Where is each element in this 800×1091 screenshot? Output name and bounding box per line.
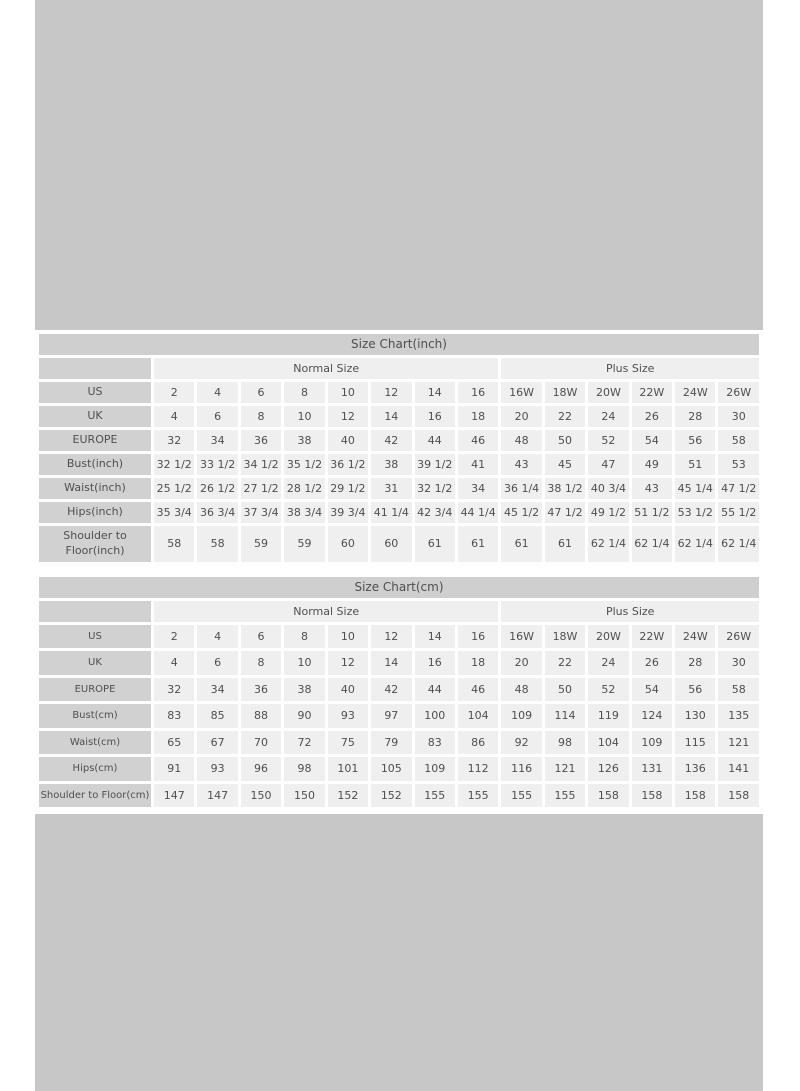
table-cell: 51 1/2 xyxy=(632,502,672,523)
table-cell: 33 1/2 xyxy=(197,454,237,475)
table-cell: 158 xyxy=(718,784,759,808)
table-cell: 38 xyxy=(284,678,324,702)
table-cell: 100 xyxy=(415,704,455,728)
table-cell: 46 xyxy=(458,678,498,702)
row-label: EUROPE xyxy=(39,430,151,451)
table-row xyxy=(39,704,759,728)
table-cell: 16 xyxy=(415,651,455,675)
size-chart-cm-table xyxy=(36,574,762,811)
corner-cell xyxy=(39,358,151,379)
table-cell: 36 xyxy=(241,678,281,702)
row-label: EUROPE xyxy=(39,678,151,702)
table-cell: 25 1/2 xyxy=(154,478,194,499)
table-cell: 31 xyxy=(371,478,411,499)
table-cell: 34 xyxy=(197,430,237,451)
table-cell: 32 xyxy=(154,430,194,451)
table-cell: 104 xyxy=(458,704,498,728)
table-cell: 83 xyxy=(154,704,194,728)
table-cell: 16 xyxy=(415,406,455,427)
table-cell: 136 xyxy=(675,757,715,781)
table-cell: 93 xyxy=(328,704,368,728)
table-row xyxy=(39,651,759,675)
table-cell: 24 xyxy=(588,651,628,675)
table-cell: 18W xyxy=(545,382,585,403)
table-cell: 98 xyxy=(284,757,324,781)
table-cell: 36 3/4 xyxy=(197,502,237,523)
table-cell: 26 xyxy=(632,651,672,675)
table-row xyxy=(39,526,759,562)
table-cell: 90 xyxy=(284,704,324,728)
table-cell: 10 xyxy=(284,651,324,675)
table-cell: 22W xyxy=(632,382,672,403)
table-cell: 40 xyxy=(328,430,368,451)
table-cell: 35 3/4 xyxy=(154,502,194,523)
column-group-row xyxy=(39,358,759,379)
table-cell: 39 3/4 xyxy=(328,502,368,523)
table-cell: 150 xyxy=(241,784,281,808)
table-row xyxy=(39,731,759,755)
table-cell: 45 1/2 xyxy=(501,502,541,523)
table-cell: 109 xyxy=(632,731,672,755)
table-cell: 59 xyxy=(241,526,281,562)
table-cell: 34 xyxy=(458,478,498,499)
table-cell: 47 xyxy=(588,454,628,475)
table-row xyxy=(39,678,759,702)
table-cell: 61 xyxy=(545,526,585,562)
row-label: US xyxy=(39,625,151,649)
table-cell: 114 xyxy=(545,704,585,728)
table-cell: 53 1/2 xyxy=(675,502,715,523)
table-cell: 155 xyxy=(545,784,585,808)
normal-size-header: Normal Size xyxy=(154,601,498,622)
table-cell: 104 xyxy=(588,731,628,755)
table-cell: 38 xyxy=(284,430,324,451)
table-cell: 44 1/4 xyxy=(458,502,498,523)
table-cell: 155 xyxy=(415,784,455,808)
table-cell: 61 xyxy=(458,526,498,562)
table-cell: 48 xyxy=(501,678,541,702)
table-cell: 26 1/2 xyxy=(197,478,237,499)
table-cell: 24 xyxy=(588,406,628,427)
table-cell: 58 xyxy=(197,526,237,562)
table-cell: 8 xyxy=(284,382,324,403)
table-cell: 60 xyxy=(328,526,368,562)
table-cell: 85 xyxy=(197,704,237,728)
table-cell: 62 1/4 xyxy=(718,526,759,562)
table-cell: 30 xyxy=(718,406,759,427)
table-cell: 131 xyxy=(632,757,672,781)
table-cell: 28 xyxy=(675,406,715,427)
table-cell: 22 xyxy=(545,651,585,675)
row-label: Shoulder to Floor(cm) xyxy=(39,784,151,808)
table-cell: 18W xyxy=(545,625,585,649)
table-row xyxy=(39,502,759,523)
table-cell: 16 xyxy=(458,625,498,649)
row-label: Shoulder to Floor(inch) xyxy=(39,526,151,562)
table-title: Size Chart(cm) xyxy=(39,577,759,598)
table-row xyxy=(39,478,759,499)
table-cell: 50 xyxy=(545,430,585,451)
row-label: Hips(cm) xyxy=(39,757,151,781)
table-cell: 45 1/4 xyxy=(675,478,715,499)
table-cell: 39 1/2 xyxy=(415,454,455,475)
table-cell: 26W xyxy=(718,625,759,649)
table-cell: 58 xyxy=(154,526,194,562)
table-cell: 97 xyxy=(371,704,411,728)
table-cell: 141 xyxy=(718,757,759,781)
table-cell: 55 1/2 xyxy=(718,502,759,523)
table-cell: 29 1/2 xyxy=(328,478,368,499)
table-cell: 83 xyxy=(415,731,455,755)
plus-size-header: Plus Size xyxy=(501,601,759,622)
table-cell: 152 xyxy=(328,784,368,808)
table-cell: 43 xyxy=(501,454,541,475)
table-cell: 93 xyxy=(197,757,237,781)
table-cell: 36 1/2 xyxy=(328,454,368,475)
row-label: Waist(cm) xyxy=(39,731,151,755)
table-cell: 38 1/2 xyxy=(545,478,585,499)
corner-cell xyxy=(39,601,151,622)
table-cell: 79 xyxy=(371,731,411,755)
table-cell: 67 xyxy=(197,731,237,755)
table-cell: 42 3/4 xyxy=(415,502,455,523)
table-cell: 4 xyxy=(154,406,194,427)
table-cell: 61 xyxy=(415,526,455,562)
table-cell: 14 xyxy=(371,651,411,675)
table-cell: 43 xyxy=(632,478,672,499)
table-cell: 40 xyxy=(328,678,368,702)
table-cell: 34 1/2 xyxy=(241,454,281,475)
table-cell: 24W xyxy=(675,625,715,649)
table-cell: 147 xyxy=(197,784,237,808)
size-chart-panel xyxy=(35,330,763,814)
table-cell: 22 xyxy=(545,406,585,427)
row-label: Waist(inch) xyxy=(39,478,151,499)
table-cell: 6 xyxy=(241,625,281,649)
table-cell: 8 xyxy=(284,625,324,649)
row-label: UK xyxy=(39,406,151,427)
table-cell: 6 xyxy=(197,406,237,427)
table-cell: 65 xyxy=(154,731,194,755)
table-cell: 12 xyxy=(371,625,411,649)
table-cell: 32 1/2 xyxy=(154,454,194,475)
table-cell: 36 xyxy=(241,430,281,451)
table-cell: 36 1/4 xyxy=(501,478,541,499)
table-cell: 58 xyxy=(718,430,759,451)
table-cell: 92 xyxy=(501,731,541,755)
table-cell: 52 xyxy=(588,678,628,702)
table-cell: 14 xyxy=(415,625,455,649)
table-cell: 158 xyxy=(632,784,672,808)
table-cell: 62 1/4 xyxy=(675,526,715,562)
table-cell: 26 xyxy=(632,406,672,427)
row-label: UK xyxy=(39,651,151,675)
table-cell: 62 1/4 xyxy=(632,526,672,562)
table-cell: 150 xyxy=(284,784,324,808)
table-cell: 42 xyxy=(371,430,411,451)
table-cell: 18 xyxy=(458,651,498,675)
table-cell: 10 xyxy=(328,382,368,403)
table-cell: 10 xyxy=(328,625,368,649)
table-cell: 6 xyxy=(197,651,237,675)
table-cell: 52 xyxy=(588,430,628,451)
table-cell: 121 xyxy=(718,731,759,755)
table-cell: 109 xyxy=(501,704,541,728)
table-cell: 28 xyxy=(675,651,715,675)
table-cell: 51 xyxy=(675,454,715,475)
table-title: Size Chart(inch) xyxy=(39,334,759,355)
table-cell: 58 xyxy=(718,678,759,702)
table-cell: 124 xyxy=(632,704,672,728)
table-cell: 16W xyxy=(501,625,541,649)
table-cell: 35 1/2 xyxy=(284,454,324,475)
table-row xyxy=(39,406,759,427)
table-spacer xyxy=(35,565,763,574)
table-cell: 116 xyxy=(501,757,541,781)
table-cell: 27 1/2 xyxy=(241,478,281,499)
table-cell: 101 xyxy=(328,757,368,781)
table-cell: 119 xyxy=(588,704,628,728)
table-cell: 26W xyxy=(718,382,759,403)
table-cell: 20 xyxy=(501,651,541,675)
column-group-row xyxy=(39,601,759,622)
table-cell: 46 xyxy=(458,430,498,451)
table-cell: 135 xyxy=(718,704,759,728)
row-label: Bust(cm) xyxy=(39,704,151,728)
table-cell: 62 1/4 xyxy=(588,526,628,562)
table-cell: 40 3/4 xyxy=(588,478,628,499)
table-cell: 115 xyxy=(675,731,715,755)
table-cell: 56 xyxy=(675,430,715,451)
table-cell: 112 xyxy=(458,757,498,781)
table-row xyxy=(39,430,759,451)
table-row xyxy=(39,382,759,403)
table-cell: 60 xyxy=(371,526,411,562)
table-cell: 75 xyxy=(328,731,368,755)
table-title-row xyxy=(39,334,759,355)
row-label: Bust(inch) xyxy=(39,454,151,475)
table-row xyxy=(39,757,759,781)
table-cell: 158 xyxy=(675,784,715,808)
table-row xyxy=(39,454,759,475)
table-cell: 56 xyxy=(675,678,715,702)
table-cell: 49 xyxy=(632,454,672,475)
table-cell: 98 xyxy=(545,731,585,755)
plus-size-header: Plus Size xyxy=(501,358,759,379)
table-cell: 12 xyxy=(328,406,368,427)
row-label: Hips(inch) xyxy=(39,502,151,523)
table-cell: 20W xyxy=(588,625,628,649)
table-cell: 70 xyxy=(241,731,281,755)
table-cell: 130 xyxy=(675,704,715,728)
table-cell: 24W xyxy=(675,382,715,403)
gray-background xyxy=(35,0,763,1091)
table-cell: 96 xyxy=(241,757,281,781)
table-cell: 72 xyxy=(284,731,324,755)
table-cell: 34 xyxy=(197,678,237,702)
table-cell: 152 xyxy=(371,784,411,808)
table-row xyxy=(39,625,759,649)
table-cell: 158 xyxy=(588,784,628,808)
table-cell: 4 xyxy=(197,625,237,649)
table-cell: 47 1/2 xyxy=(545,502,585,523)
table-cell: 32 1/2 xyxy=(415,478,455,499)
table-cell: 41 xyxy=(458,454,498,475)
table-cell: 14 xyxy=(371,406,411,427)
table-cell: 147 xyxy=(154,784,194,808)
table-cell: 2 xyxy=(154,382,194,403)
size-chart-inch-table xyxy=(36,331,762,565)
table-cell: 2 xyxy=(154,625,194,649)
table-cell: 14 xyxy=(415,382,455,403)
table-cell: 53 xyxy=(718,454,759,475)
table-cell: 10 xyxy=(284,406,324,427)
table-cell: 8 xyxy=(241,406,281,427)
table-cell: 109 xyxy=(415,757,455,781)
table-cell: 44 xyxy=(415,430,455,451)
table-cell: 8 xyxy=(241,651,281,675)
table-cell: 12 xyxy=(371,382,411,403)
table-cell: 6 xyxy=(241,382,281,403)
table-cell: 38 3/4 xyxy=(284,502,324,523)
table-cell: 20 xyxy=(501,406,541,427)
table-cell: 54 xyxy=(632,430,672,451)
table-cell: 4 xyxy=(197,382,237,403)
table-cell: 41 1/4 xyxy=(371,502,411,523)
table-cell: 49 1/2 xyxy=(588,502,628,523)
table-cell: 91 xyxy=(154,757,194,781)
table-cell: 44 xyxy=(415,678,455,702)
table-cell: 61 xyxy=(501,526,541,562)
table-cell: 50 xyxy=(545,678,585,702)
table-cell: 126 xyxy=(588,757,628,781)
table-cell: 4 xyxy=(154,651,194,675)
table-cell: 105 xyxy=(371,757,411,781)
table-cell: 38 xyxy=(371,454,411,475)
table-cell: 59 xyxy=(284,526,324,562)
normal-size-header: Normal Size xyxy=(154,358,498,379)
row-label: US xyxy=(39,382,151,403)
table-cell: 16 xyxy=(458,382,498,403)
table-cell: 30 xyxy=(718,651,759,675)
table-cell: 22W xyxy=(632,625,672,649)
table-cell: 155 xyxy=(501,784,541,808)
table-cell: 32 xyxy=(154,678,194,702)
table-cell: 48 xyxy=(501,430,541,451)
table-cell: 155 xyxy=(458,784,498,808)
table-cell: 28 1/2 xyxy=(284,478,324,499)
table-title-row xyxy=(39,577,759,598)
table-cell: 37 3/4 xyxy=(241,502,281,523)
table-cell: 47 1/2 xyxy=(718,478,759,499)
table-cell: 45 xyxy=(545,454,585,475)
table-cell: 18 xyxy=(458,406,498,427)
table-cell: 86 xyxy=(458,731,498,755)
table-cell: 16W xyxy=(501,382,541,403)
table-row xyxy=(39,784,759,808)
table-cell: 121 xyxy=(545,757,585,781)
table-cell: 12 xyxy=(328,651,368,675)
table-cell: 20W xyxy=(588,382,628,403)
table-cell: 88 xyxy=(241,704,281,728)
table-cell: 42 xyxy=(371,678,411,702)
table-cell: 54 xyxy=(632,678,672,702)
